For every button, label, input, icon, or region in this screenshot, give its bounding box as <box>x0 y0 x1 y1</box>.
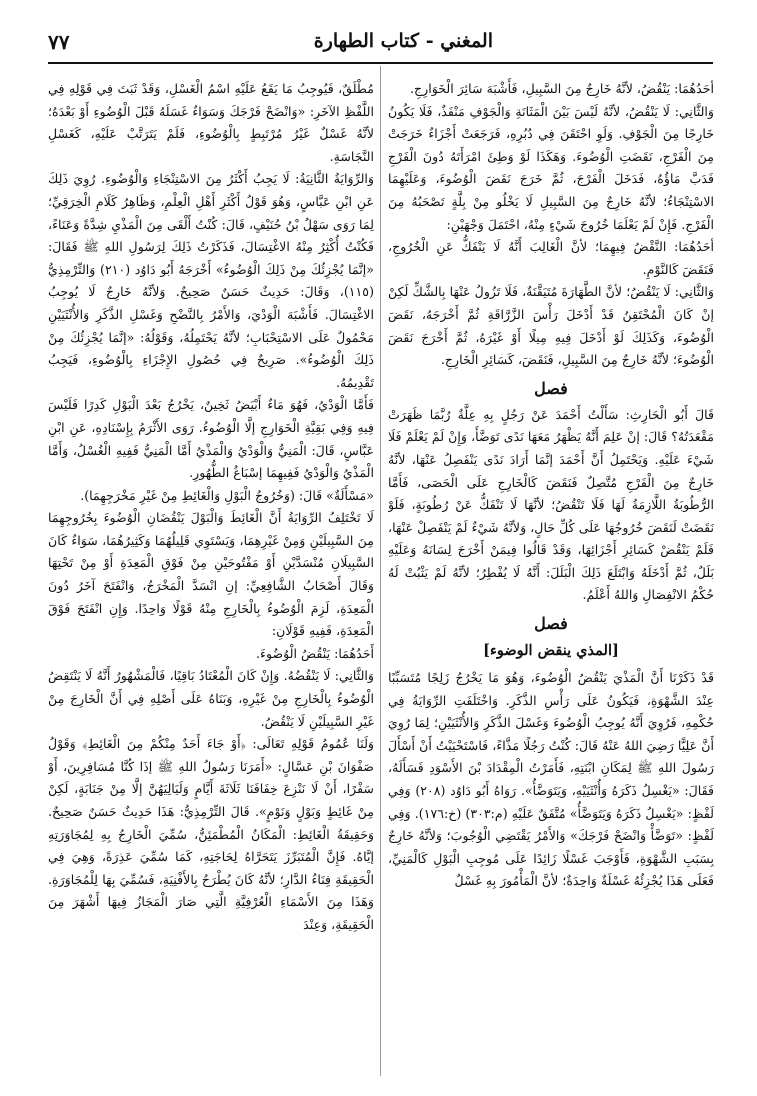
right-column <box>388 78 714 1078</box>
paragraph: وَالثَّانِي: لَا يَنْقُضُ، لأنَّهُ لَيْسَ بَيْنَ الْمَثَانَةِ وَالْجَوْفِ مَنْفَذٌ، فَلَا يَكُونُ خَارِجًا مِنَ الْجَوْفِ. وَلَوِ احْتَقَنَ فِي دُبُرِهِ، فَرَجَعَتْ أَجْزَاءٌ خَرَجَتْ مِنَ الْفَرْجِ، نَقَضَتِ الْوُضُوءَ. وَهَكَذَا لَوْ وَطِئَ امْرَأَتَهُ دُونَ الْفَرْجِ فَدَبَّ مَاؤُهُ، فَدَخَلَ الْفَرْجَ، ثُمَّ خَرَجَ نَقَضَ الْوُضُوءَ، وَعَلَيْهِمَا الاسْتِنْجَاءُ؛ لأنَّهُ خَارِجٌ مِنَ السَّبِيلِ لَا يَخْلُو مِنْ بِلَّةٍ تَصْحَبُهُ مِنَ الْفَرْجِ. فَإِنْ لَمْ يَعْلَمَا خُرُوجَ شَيْءٍ مِنْهُ، احْتَمَلَ وَجْهَيْنِ: <box>388 103 714 232</box>
paragraph: لَا تَخْتَلِفُ الرِّوَايَةُ أَنَّ الْغَائِطَ وَالْبَوْلَ يَنْقُضَانِ الْوُضُوءَ بِخُرُوجِهِمَا مِنَ السَّبِيلَيْنِ وَمِنْ غَيْرِهِمَا، وَيَسْتَوِي قَلِيلُهُمَا وَكَثِيرُهُمَا، سَوَاءٌ كَانَ السَّبِيلَانِ مُنْسَدَّيْنِ أَوْ مَفْتُوحَيْنِ مِنْ فَوْقِ الْمَعِدَةِ أَوْ مِنْ تَحْتِهَا وَقَالَ أَصْحَابُ الشَّافِعِيِّ: إنِ انْسَدَّ الْمَخْرَجُ، وَانْفَتَحَ آخَرُ دُونَ الْمَعِدَةِ، لَزِمَ الْوُضُوءُ بِالْخَارِجِ مِنْهُ قَوْلًا وَاحِدًا. وَإِنِ انْفَتَحَ فَوْقَ الْمَعِدَةِ، فَفِيهِ قَوْلَانِ: <box>48 510 374 639</box>
running-title: المغني - كتاب الطهارة <box>313 30 493 52</box>
paragraph: فَأَمَّا الْوَدْيُ، فَهُوَ مَاءٌ أَبْيَضُ ثَخِينٌ، يَخْرُجُ بَعْدَ الْبَوْلِ كَدِرًا فَلَيْسَ فِيهِ وَفِي بَقِيَّةِ الْخَوَارِجِ إلَّا الْوُضُوءُ. رَوَى الأَثْرَمُ بِإِسْنَادِهِ، عَنِ ابْنِ عَبَّاسٍ، قَالَ: الْمَنِيُّ وَالْوَدْيُ وَالْمَذْيُ أَمَّا الْمَنِيُّ فَفِيهِ الْغُسْلُ، وَأَمَّا الْمَذْيُ وَالْوَدْيُ فَفِيهِمَا إسْبَاغُ الطُّهُورِ. <box>48 397 374 481</box>
paragraph: وَالثَّانِي: لَا يَنْقُضُهُ. وَإِنْ كَانَ الْمُعْتَادُ بَاقِيًا، فَالْمَشْهُورُ أَنَّهُ لَا يَنْتَقِضُ الْوُضُوءُ بِالْخَارِجِ مِنْ غَيْرِهِ، وَبَنَاهُ عَلَى أَصْلِهِ فِي أَنَّ الْخَارِجَ مِنْ غَيْرِ السَّبِيلَيْنِ لَا يَنْقُضُ. <box>48 668 374 729</box>
section-heading: فصل <box>534 378 568 398</box>
paragraph: أَحَدُهُمَا: يَنْقُضُ الْوُضُوءَ. <box>256 645 374 661</box>
paragraph: وَالثَّانِي: لَا يَنْقُضُ؛ لأنَّ الطَّهَارَةَ مُتَيَقَّنَةٌ، فَلَا تَزُولُ عَنْهَا بِالشَّكِّ لَكِنْ إنْ كَانَ الْمُحْتَقِنُ قَدْ أَدْخَلَ رَأْسَ الزَّرَّاقَةِ ثُمَّ أَخْرَجَهُ، نَقَضَ الْوُضُوءَ، وَكَذَلِكَ لَوْ أَدْخَلَ فِيهِ مِيلًا أَوْ غَيْرَهُ، ثُمَّ أَخْرَجَ نَقَضَ الْوُضُوءَ؛ لأنَّهُ خَارِجٌ مِنَ السَّبِيلِ، فَنَقَضَ، كَسَائِرِ الْخَارِجِ. <box>388 284 714 368</box>
paragraph: أحَدُهُمَا: يَنْقُضُ، لأنَّهُ خَارِجٌ مِنَ السَّبِيلِ، فَأَشْبَهَ سَائِرَ الْخَوَارِجِ. <box>410 81 714 96</box>
paragraph: مُطْلَقٌ، فَيُوجِبُ مَا يَقَعُ عَلَيْهِ اسْمُ الْغَسْلِ، وَقَدْ ثَبَتَ فِي قَوْلِهِ فِي اللَّفْظِ الآخَرِ: «وَانْضَحْ فَرْجَكَ وَسَوَاءٌ غَسَلَهُ قَبْلَ الْوُضُوءِ أَوْ بَعْدَهُ؛ لأنَّهُ غَسْلٌ غَيْرُ مُرْتَبِطٍ بِالْوُضُوءِ، فَلَمْ يَتَرَتَّبْ عَلَيْهِ، كَغَسْلِ النَّجَاسَةِ. <box>48 81 374 164</box>
section-subheading: [المذي ينقض الوضوء] <box>483 642 619 660</box>
page-header <box>48 30 713 60</box>
left-column <box>48 78 374 1078</box>
paragraph: وَلَنَا عُمُومُ قَوْلِهِ تَعَالَى: ﴿أَوْ جَاءَ أَحَدٌ مِنْكُمْ مِنَ الْغَائِطِ﴾ وَقَوْلُ صَفْوَانَ بْنِ عَسَّالٍ: «أَمَرَنَا رَسُولُ اللهِ ﷺ إذَا كُنَّا مُسَافِرِينَ، أَوْ سَفْرًا، أَنْ لَا نَنْزِعَ خِفَافَنَا ثَلَاثَةَ أَيَّامٍ وَلَيَالِيَهُنَّ إلَّا مِنْ جَنَابَةٍ، لَكِنْ مِنْ غَائِطٍ وَبَوْلٍ وَنَوْمٍ». قَالَ التِّرْمِذِيُّ: هَذَا حَدِيثٌ حَسَنٌ صَحِيحٌ. وَحَقِيقَةُ الْغَائِطِ: الْمَكَانُ الْمُطْمَئِنُّ، سُمِّيَ الْخَارِجُ بِهِ لِمُجَاوَرَتِهِ إيَّاهُ. فَإِنَّ الْمُتَبَرِّزَ يَتَحَرَّاهُ لِحَاجَتِهِ، كَمَا سُمِّيَ عَذِرَةً، وَهِيَ فِي الْحَقِيقَةِ فِنَاءُ الدَّارِ؛ لأنَّهُ كَانَ يُطْرَحُ بِالأَفْنِيَةِ، فَسُمِّيَ بِهَا لِلْمُجَاوَرَةِ. وَهَذَا مِنَ الأَسْمَاءِ الْعُرْفِيَّةِ الَّتِي صَارَ الْمَجَازُ فِيهَا أَشْهَرَ مِنَ الْحَقِيقَةِ، وَعِنْدَ <box>48 736 374 932</box>
paragraph: قَالَ أَبُو الْحَارِثِ: سَأَلْتُ أَحْمَدَ عَنْ رَجُلٍ بِهِ عِلَّةٌ رُبَّمَا ظَهَرَتْ مَقْعَدَتُهُ؟ قَالَ: إنْ عَلِمَ أَنَّهُ يَظْهَرُ مَعَهَا نَدًى تَوَضَّأَ، وَإِنْ لَمْ يَعْلَمْ فَلَا شَيْءَ عَلَيْهِ. وَيَحْتَمِلُ أَنَّ أَحْمَدَ إنَّمَا أَرَادَ نَدًى يَنْفَصِلُ عَنْهَا، لأنَّهُ خَارِجٌ مِنَ الْفَرْجِ مُتَّصِلٌ فَنَقَضَ كَالْخَارِجِ عَلَى الْحَصَى، فَأَمَّا الرُّطُوبَةُ اللَّازِمَةُ لَهَا فَلَا تَنْقُضُ؛ لأنَّهَا لَا تَنْفَكُّ عَنْ رُطُوبَةٍ، فَلَوْ نَقَضَتْ لَنَقَضَ خُرُوجُهَا عَلَى كُلِّ حَالٍ، وَلأنَّهُ شَيْءٌ لَمْ يَنْفَصِلْ عَنْهَا، فَلَمْ يَنْقُضْ كَسَائِرِ أَجْزَائِهَا، وَقَدْ قَالُوا فِيمَنْ أَخْرَجَ لِسَانَهُ وَعَلَيْهِ بَلَلٌ، ثُمَّ أَدْخَلَهُ وَابْتَلَعَ ذَلِكَ الْبَلَلَ: أَنَّهُ لَا يُفْطِرُ؛ لأنَّهُ لَمْ يَثْبُتْ لَهُ حُكْمُ الانْفِصَالِ وَاللهُ أَعْلَمُ. <box>388 406 714 603</box>
paragraph: وَالرِّوَايَةُ الثَّانِيَةُ: لَا يَجِبُ أَكْثَرُ مِنَ الاسْتِنْجَاءِ وَالْوُضُوءِ. رُوِيَ ذَلِكَ عَنِ ابْنِ عَبَّاسٍ، وَهُوَ قَوْلُ أَكْثَرِ أَهْلِ الْعِلْمِ، وَظَاهِرُ كَلَامِ الْخِرَقِيِّ؛ لِمَا رَوَى سَهْلُ بْنُ حُنَيْفٍ، قَالَ: كُنْتُ أَلْقَى مِنَ الْمَذْيِ شِدَّةً وَعَنَاءً، فَكُنْتُ أُكْثِرُ مِنْهُ الاغْتِسَالَ، فَذَكَرْتُ ذَلِكَ لِرَسُولِ اللهِ ﷺ فَقَالَ: «إنَّمَا يُجْزِئُكَ مِنْ ذَلِكَ الْوُضُوءُ» أَخْرَجَهُ أَبُو دَاوُد (٢١٠) وَالتِّرْمِذِيُّ (١١٥)، وَقَالَ: حَدِيثٌ حَسَنٌ صَحِيحٌ. وَلأنَّهُ خَارِجٌ لَا يُوجِبُ الاغْتِسَالَ. فَأَشْبَهَ الْوَدْيَ، وَالأَمْرُ بِالنَّضْحِ وَغَسْلِ الذَّكَرِ وَالأُنْثَيَيْنِ مَحْمُولٌ عَلَى الاسْتِحْبَابِ؛ لأنَّهُ يَحْتَمِلُهُ، وَقَوْلُهُ: «إنَّمَا يُجْزِئُكَ مِنْ ذَلِكَ الْوُضُوءُ». صَرِيحٌ فِي حُصُولِ الإِجْزَاءِ بِالْوُضُوءِ، فَيَجِبُ تَقْدِيمُهُ. <box>48 171 374 390</box>
column-divider <box>380 66 381 1076</box>
paragraph: أحَدُهُمَا: النَّقْضُ فِيهِمَا؛ لأنَّ الْغَالِبَ أَنَّهُ لَا يَنْفَكُّ عَنِ الْخُرُوجِ، فَنَقَضَ كَالنَّوْمِ. <box>388 239 714 277</box>
paragraph: قَدْ ذَكَرْنَا أَنَّ الْمَذْيَ يَنْقُضُ الْوُضُوءَ، وَهُوَ مَا يَخْرُجُ زَلِجًا مُتَسَبِّبًا عِنْدَ الشَّهْوَةِ، فَيَكُونُ عَلَى رَأْسِ الذَّكَرِ. وَاخْتَلَفَتِ الرِّوَايَةُ فِي حُكْمِهِ، فَرُوِيَ أَنَّهُ يُوجِبُ الْوُضُوءَ وَغَسْلَ الذَّكَرِ وَالأُنْثَيَيْنِ؛ لِمَا رُوِيَ أَنَّ عَلِيًّا رَضِيَ اللهُ عَنْهُ قَالَ: كُنْتُ رَجُلًا مَذَّاءً، فَاسْتَحْيَيْتُ أَنْ أَسْأَلَ رَسُولَ اللهِ ﷺ لِمَكَانِ ابْنَتِهِ، فَأَمَرْتُ الْمِقْدَادَ بْنَ الأَسْوَدِ فَسَأَلَهُ، فَقَالَ: «يَغْسِلُ ذَكَرَهُ وَأُنْثَيَيْهِ، وَيَتَوَضَّأُ». رَوَاهُ أَبُو دَاوُد (٢٠٨) وَفِي لَفْظٍ: «يَغْسِلُ ذَكَرَهُ وَيَتَوَضَّأُ» مُتَّفَقٌ عَلَيْهِ (م:٣٠٣) (خ:١٧٦). وَفِي لَفْظٍ: «تَوَضَّأْ وَانْضَحْ فَرْجَكَ» وَالأَمْرُ يَقْتَضِي الْوُجُوبَ؛ وَلأنَّهُ خَارِجٌ بِسَبَبِ الشَّهْوَةِ، فَأَوْجَبَ غَسْلًا زَائِدًا عَلَى مُوجِبِ الْبَوْلِ كَالْمَنِيِّ، فَعَلَى هَذَا يُجْزِئُهُ غَسْلَةٌ وَاحِدَةٌ؛ لأنَّ الْمَأْمُورَ بِهِ غَسْلٌ <box>388 670 714 889</box>
header-rule <box>48 62 713 64</box>
section-heading: فصل <box>534 614 568 634</box>
paragraph: «مَسْأَلَةٌ» قَالَ: (وَخُرُوجُ الْبَوْلِ وَالْغَائِطِ مِنْ غَيْرِ مَخْرَجِهِمَا). <box>80 487 374 503</box>
page-number: ٧٧ <box>48 30 70 54</box>
